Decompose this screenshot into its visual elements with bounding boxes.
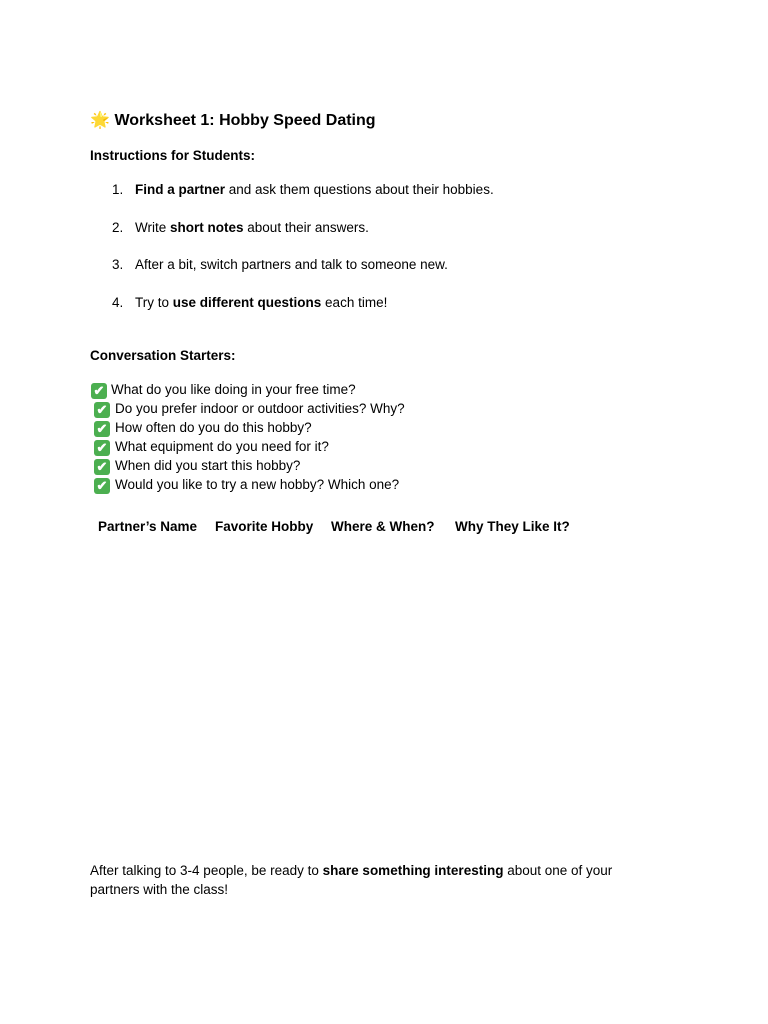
step-number: 1. xyxy=(112,182,124,197)
step-pre-text: Write xyxy=(135,220,171,235)
starter-question: When did you start this hobby? xyxy=(115,458,301,473)
step-rest-text: about their answers. xyxy=(243,220,369,235)
column-header-favorite-hobby: Favorite Hobby xyxy=(215,519,314,534)
starter-question: What equipment do you need for it? xyxy=(115,439,329,454)
notes-table-header xyxy=(90,519,690,539)
closing-note xyxy=(90,861,650,899)
starter-question: What do you like doing in your free time? xyxy=(111,382,356,397)
check-mark-icon: ✔ xyxy=(94,440,110,456)
step-rest-text: each time! xyxy=(321,295,388,310)
step-rest-text: and ask them questions about their hobbies. xyxy=(225,182,494,197)
starter-question: Do you prefer indoor or outdoor activities? Why? xyxy=(115,401,405,416)
page-title xyxy=(90,110,376,130)
step-bold-text: Find a partner xyxy=(135,182,226,197)
step-number: 4. xyxy=(112,295,124,310)
conversation-starters-heading: Conversation Starters: xyxy=(90,348,236,363)
starter-question: Would you like to try a new hobby? Which one? xyxy=(115,477,400,492)
step-bold-text: short notes xyxy=(170,220,244,235)
instructions-heading: Instructions for Students: xyxy=(90,148,255,163)
closing-bold-text: share something interesting xyxy=(322,863,504,878)
step-text xyxy=(135,182,494,197)
column-header-where-when: Where & When? xyxy=(331,519,435,534)
column-header-partner-name: Partner’s Name xyxy=(98,519,198,534)
closing-rest-text: about one of your partners with the class! xyxy=(90,863,613,897)
check-mark-icon: ✔ xyxy=(94,421,110,437)
check-mark-icon: ✔ xyxy=(91,383,107,399)
step-text xyxy=(135,220,369,235)
step-text: After a bit, switch partners and talk to someone new. xyxy=(135,257,448,272)
closing-pre-text: After talking to 3-4 people, be ready to xyxy=(90,863,323,878)
step-pre-text: Try to xyxy=(135,295,173,310)
sun-icon: 🌟 xyxy=(90,112,110,129)
step-bold-text: use different questions xyxy=(172,295,322,310)
check-mark-icon: ✔ xyxy=(94,459,110,475)
step-text xyxy=(135,295,387,310)
column-header-why-they-like-it: Why They Like It? xyxy=(455,519,570,534)
step-number: 2. xyxy=(112,220,124,235)
check-mark-icon: ✔ xyxy=(94,478,110,494)
title-text: Worksheet 1: Hobby Speed Dating xyxy=(114,112,376,129)
step-number: 3. xyxy=(112,257,124,272)
check-mark-icon: ✔ xyxy=(94,402,110,418)
starter-question: How often do you do this hobby? xyxy=(115,420,312,435)
